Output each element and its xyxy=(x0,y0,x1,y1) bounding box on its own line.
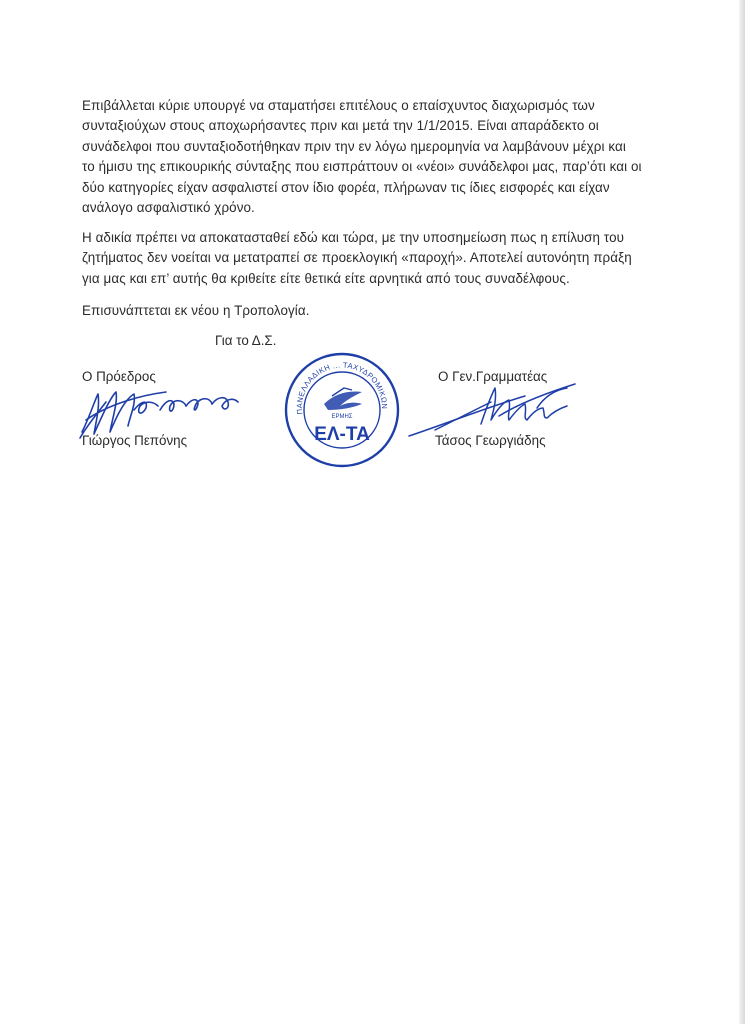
union-stamp xyxy=(282,350,402,470)
president-signature xyxy=(76,376,246,446)
president-name: Γιώργος Πεπόνης xyxy=(82,433,188,448)
president-title: Ο Πρόεδρος xyxy=(82,369,156,384)
stamp-ring-text: ΠΑΝΕΛΛΑΔΙΚΗ ... ΤΑΧΥΔΡΟΜΙΚΩΝ xyxy=(294,360,390,415)
secretary-title: Ο Γεν.Γραμματέας xyxy=(438,369,548,384)
hermes-emblem xyxy=(324,388,362,410)
letter-paragraph-1: Επιβάλλεται κύριε υπουργέ να σταματήσει επιτέλους ο επαίσχυντος διαχωρισμός των συνταξιούχων στους αποχωρήσαντες πριν και μετά την 1/1/2015. Είναι απαράδεκτο οι συνάδελφοι που συνταξιοδοτήθηκαν πριν την εν λόγω ημερομηνία να λαμβάνουν μέχρι και το ήμισυ της επικουρικής σύνταξης που εισπράττουν οι «νέοι» συνάδελφοι μας, παρ’ότι και οι δύο κατηγορίες είχαν ασφαλιστεί στον ίδιο φορέα, πλήρωναν τις ίδιες εισφορές και είχαν ανάλογο ασφαλιστικό χρόνο. xyxy=(82,98,642,216)
page-edge-shadow xyxy=(739,0,745,1024)
stamp-center-text: ΕΛ-ΤΑ xyxy=(314,424,370,445)
letter-paragraph-2: Η αδικία πρέπει να αποκατασταθεί εδώ και τώρα, με την υποσημείωση πως η επίλυση του ζητήματος δεν νοείται να μετατραπεί σε προεκλογική «παροχή». Αποτελεί αυτονόητη πράξη για μας και επ’ αυτής θα κριθείτε είτε θετικά είτε αρνητικά από τους συναδέλφους. xyxy=(82,230,632,286)
letter-paragraph-3: Επισυνάπτεται εκ νέου η Τροπολογία. xyxy=(82,303,310,318)
secretary-signature xyxy=(405,366,590,441)
for-board-label: Για το Δ.Σ. xyxy=(215,333,277,348)
secretary-name: Τάσος Γεωργιάδης xyxy=(435,433,546,448)
stamp-inner-text: ΕΡΜΗΣ xyxy=(331,414,353,420)
